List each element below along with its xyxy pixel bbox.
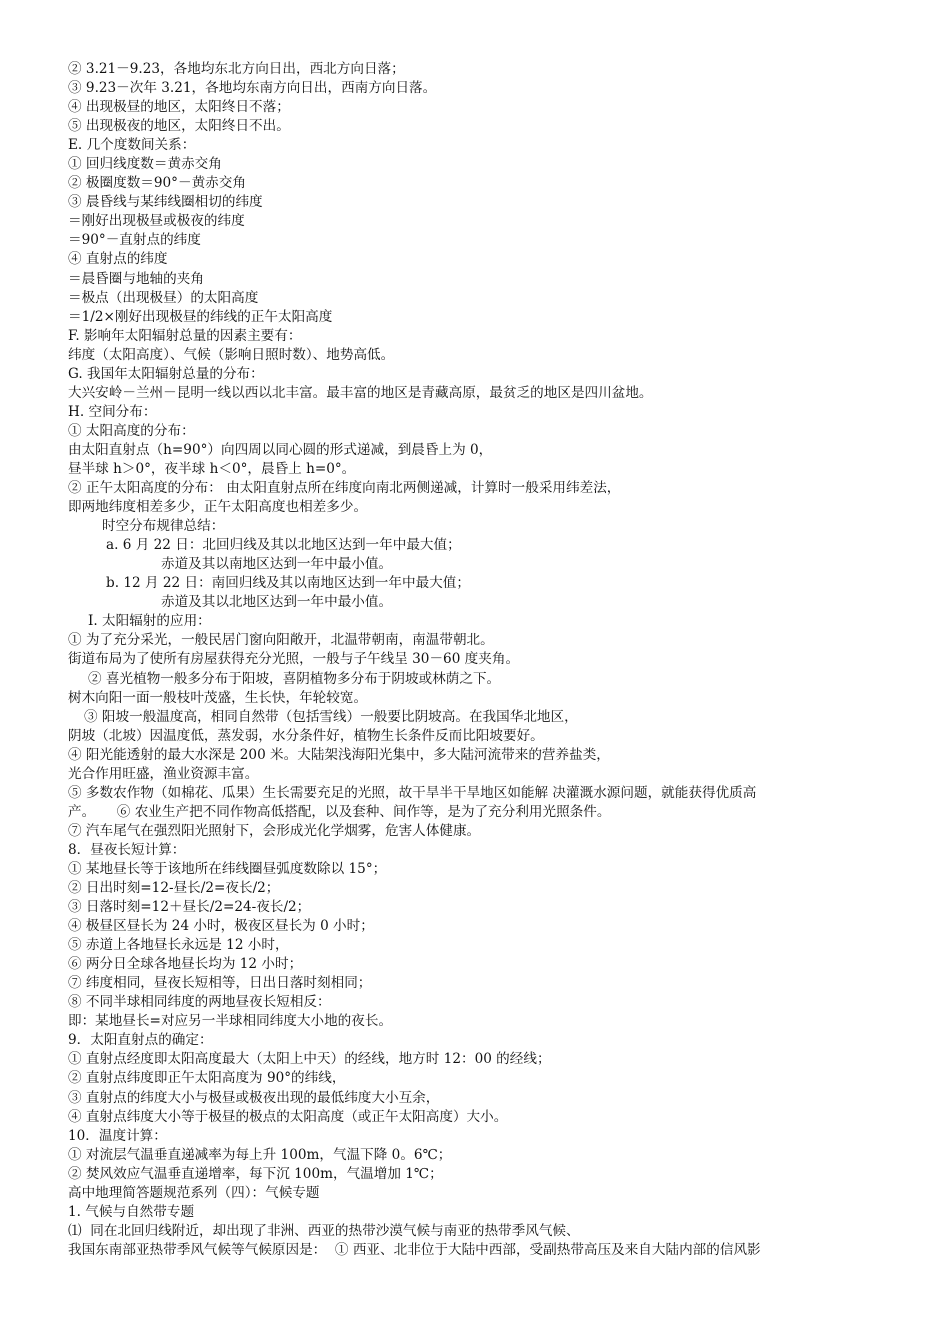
- text-line: ⑴ 同在北回归线附近，却出现了非洲、西亚的热带沙漠气候与南亚的热带季风气候、: [68, 1222, 580, 1239]
- text-line: 赤道及其以南地区达到一年中最小值。: [161, 556, 393, 573]
- text-line: 光合作用旺盛，渔业资源丰富。: [68, 765, 259, 782]
- text-line: ① 太阳高度的分布：: [68, 422, 195, 439]
- text-line: 阴坡（北坡）因温度低，蒸发弱，水分条件好，植物生长条件反而比阳坡要好。: [68, 727, 544, 744]
- text-line: ④ 出现极昼的地区，太阳终日不落；: [68, 99, 290, 116]
- text-line: 即：某地昼长=对应另一半球相同纬度大小地的夜长。: [68, 1013, 393, 1030]
- text-line: ⑤ 多数农作物（如棉花、瓜果）生长需要充足的光照，故干旱半干旱地区如能解 决灌溉水源问题，就能获得优质高: [68, 784, 757, 801]
- text-line: ④ 直射点纬度大小等于极昼的极点的太阳高度（或正午太阳高度）大小。: [68, 1108, 508, 1125]
- text-line: ③ 9.23－次年 3.21，各地均东南方向日出，西南方向日落。: [68, 80, 437, 97]
- text-line: ③ 阳坡一般温度高，相同自然带（包括雪线）一般要比阴坡高。在我国华北地区，: [84, 708, 578, 725]
- text-line: ② 喜光植物一般多分布于阳坡，喜阴植物多分布于阴坡或林荫之下。: [88, 670, 501, 687]
- text-line: ＝90°－直射点的纬度: [68, 232, 201, 249]
- text-line: ⑤ 出现极夜的地区，太阳终日不出。: [68, 118, 290, 135]
- text-line: 产。 ⑥ 农业生产把不同作物高低搭配，以及套种、间作等，是为了充分利用光照条件。: [68, 803, 611, 820]
- section-heading: I. 太阳辐射的应用：: [88, 613, 211, 630]
- text-line: a. 6 月 22 日：北回归线及其以北地区达到一年中最大值；: [106, 537, 461, 554]
- text-line: ① 直射点经度即太阳高度最大（太阳上中天）的经线，地方时 12：00 的经线；: [68, 1051, 551, 1068]
- text-line: 即两地纬度相差多少，正午太阳高度也相差多少。: [68, 499, 368, 516]
- section-heading: E. 几个度数间关系：: [68, 137, 196, 154]
- text-line: b. 12 月 22 日：南回归线及其以南地区达到一年中最大值；: [106, 575, 470, 592]
- text-line: ④ 直射点的纬度: [68, 251, 168, 268]
- text-line: ＝1/2×刚好出现极昼的纬线的正午太阳高度: [68, 308, 333, 325]
- text-line: ② 直射点纬度即正午太阳高度为 90°的纬线，: [68, 1070, 346, 1087]
- text-line: ④ 极昼区昼长为 24 小时，极夜区昼长为 0 小时；: [68, 918, 374, 935]
- text-line: 由太阳直射点（h=90°）向四周以同心圆的形式递减，到晨昏上为 0，: [68, 441, 493, 458]
- text-line: ＝极点（出现极昼）的太阳高度: [68, 289, 259, 306]
- text-line: 纬度（太阳高度）、气候（影响日照时数）、地势高低。: [68, 346, 395, 363]
- text-line: 街道布局为了使所有房屋获得充分光照，一般与子午线呈 30－60 度夹角。: [68, 651, 520, 668]
- text-line: 大兴安岭－兰州－昆明一线以西以北丰富。最丰富的地区是青藏高原，最贫乏的地区是四川盆地。: [68, 384, 653, 401]
- text-line: ③ 日落时刻=12＋昼长/2=24-夜长/2；: [68, 899, 311, 916]
- text-line: ⑤ 赤道上各地昼长永远是 12 小时，: [68, 937, 289, 954]
- text-line: ② 极圈度数＝90°－黄赤交角: [68, 175, 246, 192]
- section-heading: F. 影响年太阳辐射总量的因素主要有：: [68, 327, 302, 344]
- section-heading: G. 我国年太阳辐射总量的分布：: [68, 365, 264, 382]
- text-line: ⑥ 两分日全球各地昼长均为 12 小时；: [68, 956, 303, 973]
- section-heading: 10．温度计算：: [68, 1127, 167, 1144]
- document-body: [68, 60, 888, 1260]
- text-line: ⑦ 汽车尾气在强烈阳光照射下，会形成光化学烟雾，危害人体健康。: [68, 822, 481, 839]
- text-line: ② 3.21－9.23，各地均东北方向日出，西北方向日落；: [68, 61, 405, 77]
- text-line: 树木向阳一面一般枝叶茂盛，生长快，年轮较宽。: [68, 689, 368, 706]
- text-line: ③ 直射点的纬度大小与极昼或极夜出现的最低纬度大小互余，: [68, 1089, 440, 1106]
- text-line: ① 为了充分采光，一般民居门窗向阳敞开，北温带朝南，南温带朝北。: [68, 632, 494, 649]
- section-heading: H. 空间分布：: [68, 403, 157, 420]
- text-line: ⑦ 纬度相同，昼夜长短相等，日出日落时刻相同；: [68, 975, 372, 992]
- text-line: 赤道及其以北地区达到一年中最小值。: [161, 594, 393, 611]
- text-line: 我国东南部亚热带季风气候等气候原因是： ① 西亚、北非位于大陆中西部，受副热带高压及来自大陆内部的信风影: [68, 1241, 761, 1258]
- text-line: 昼半球 h＞0°，夜半球 h＜0°，晨昏上 h=0°。: [68, 460, 356, 477]
- text-line: ① 回归线度数＝黄赤交角: [68, 156, 222, 173]
- subsection-heading: 时空分布规律总结：: [102, 518, 225, 535]
- section-heading: 9．太阳直射点的确定：: [68, 1032, 213, 1049]
- text-line: ③ 晨昏线与某纬线圈相切的纬度: [68, 194, 263, 211]
- section-heading: 1. 气候与自然带专题: [68, 1203, 195, 1220]
- text-line: ① 某地昼长等于该地所在纬线圈昼弧度数除以 15°；: [68, 860, 387, 877]
- text-line: ② 日出时刻=12-昼长/2=夜长/2；: [68, 880, 280, 897]
- text-line: ② 焚风效应气温垂直递增率，每下沉 100m，气温增加 1℃；: [68, 1165, 443, 1182]
- text-line: ④ 阳光能透射的最大水深是 200 米。大陆架浅海阳光集中，多大陆河流带来的营养盐类，: [68, 746, 610, 763]
- section-heading: 8．昼夜长短计算：: [68, 841, 186, 858]
- text-line: ＝晨昏圈与地轴的夹角: [68, 270, 204, 287]
- text-line: ② 正午太阳高度的分布： 由太阳直射点所在纬度向南北两侧递减，计算时一般采用纬差法，: [68, 480, 621, 497]
- document-title: 高中地理简答题规范系列（四）：气候专题: [68, 1184, 320, 1201]
- text-line: ＝刚好出现极昼或极夜的纬度: [68, 213, 245, 230]
- text-line: ⑧ 不同半球相同纬度的两地昼夜长短相反：: [68, 994, 331, 1011]
- text-line: ① 对流层气温垂直递减率为每上升 100m，气温下降 0。6℃；: [68, 1146, 452, 1163]
